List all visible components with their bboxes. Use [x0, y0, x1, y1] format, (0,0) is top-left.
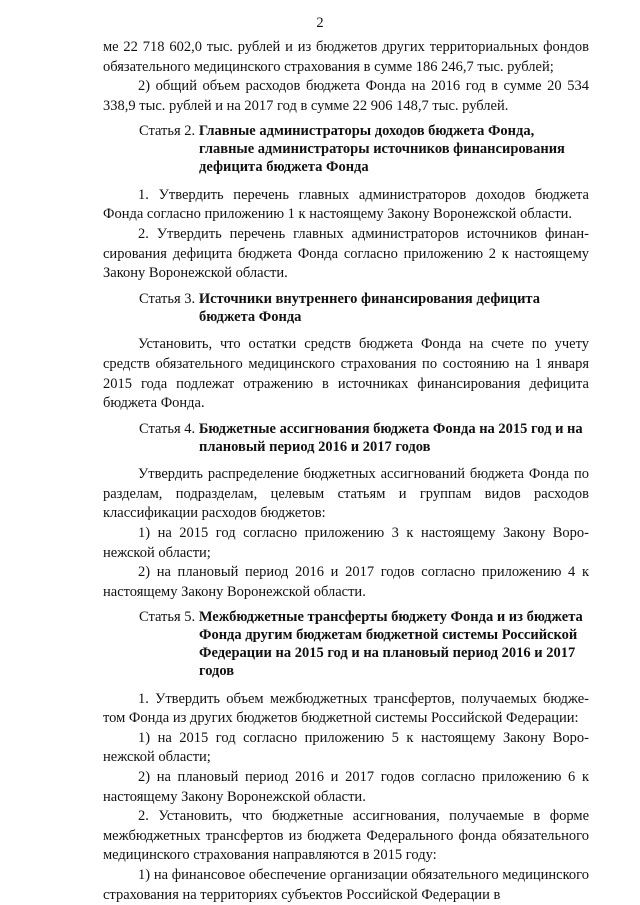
paragraph: Утвердить распределение бюджетных ассигнований бюджета Фонда по разделам, подразделам, целевым статьям и группам видов расходов классификации расходов бюджетов: [103, 466, 589, 522]
article-title: Источники внутреннего финансирования дефицита бюджета Фонда [198, 290, 540, 325]
paragraph: 2) на плановый период 2016 и 2017 годов согласно приложению 4 к настоящему Закону Воронежской области. [103, 564, 589, 600]
article-title: Бюджетные ассигнования бюджета Фонда на 2015 год и на плановый период 2016 и 2017 годов [198, 420, 583, 455]
paragraph: 1) на финансовое обеспечение организации обязательного медицинского страхования на территориях субъектов Российской Федерации в [103, 866, 589, 903]
paragraph: ме 22 718 602,0 тыс. рублей и из бюджетов других территориальных фондов обязательного медицинского страхования в сумме 186 246,7 тыс. рублей; [103, 39, 589, 75]
article-label: Статья 4. [139, 420, 196, 437]
article-label: Статья 2. [139, 123, 196, 140]
paragraph: 2) общий объем расходов бюджета Фонда на 2016 год в сумме 20 534 338,9 тыс. рублей и на 2017 год в сумме 22 906 148,7 тыс. рублей. [103, 78, 589, 114]
paragraph: 1) на 2015 год согласно приложению 5 к настоящему Закону Воронежской области; [103, 729, 589, 766]
article-heading [103, 609, 589, 680]
article-title: Межбюджетные трансферты бюджету Фонда и из бюджета Фонда другим бюджетам бюджетной системы Российской Федерации на 2015 год и на плановый период 2016 и 2017 годов [198, 609, 583, 679]
article-heading [103, 291, 589, 327]
paragraph: 2. Утвердить перечень главных администраторов источников финансирования дефицита бюджета Фонда согласно приложению 2 к настоящему Закону Воронежской области. [103, 225, 589, 282]
article-label: Статья 3. [139, 290, 196, 307]
article-title: Главные администраторы доходов бюджета Фонда, главные администраторы источников финансирования дефицита бюджета Фонда [198, 123, 565, 175]
paragraph: 1. Утвердить объем межбюджетных трансфертов, получаемых бюджетом Фонда из других бюджетов бюджетной системы Российской Федерации: [103, 690, 589, 727]
paragraph: 2. Установить, что бюджетные ассигнования, получаемые в форме межбюджетных трансфертов из бюджета Федерального фонда обязательного медицинского страхования направляются в 2015 году: [103, 808, 589, 864]
paragraph: 1. Утвердить перечень главных администраторов доходов бюджета Фонда согласно приложению 1 к настоящему Закону Воронежской области. [103, 186, 589, 223]
article-label: Статья 5. [139, 609, 196, 626]
article-heading [103, 421, 589, 457]
paragraph: 2) на плановый период 2016 и 2017 годов согласно приложению 6 к настоящему Закону Воронежской области. [103, 769, 589, 805]
article-heading [103, 123, 589, 176]
paragraph: 1) на 2015 год согласно приложению 3 к настоящему Закону Воронежской области; [103, 525, 589, 561]
paragraph: Установить, что остатки средств бюджета Фонда на счете по учету средств обязательного медицинского страхования по состоянию на 1 января 2015 года подлежат отражению в источниках финансирования дефицита бюджета Фонда. [103, 336, 589, 412]
page-number: 2 [316, 15, 324, 31]
document-body [103, 38, 589, 905]
